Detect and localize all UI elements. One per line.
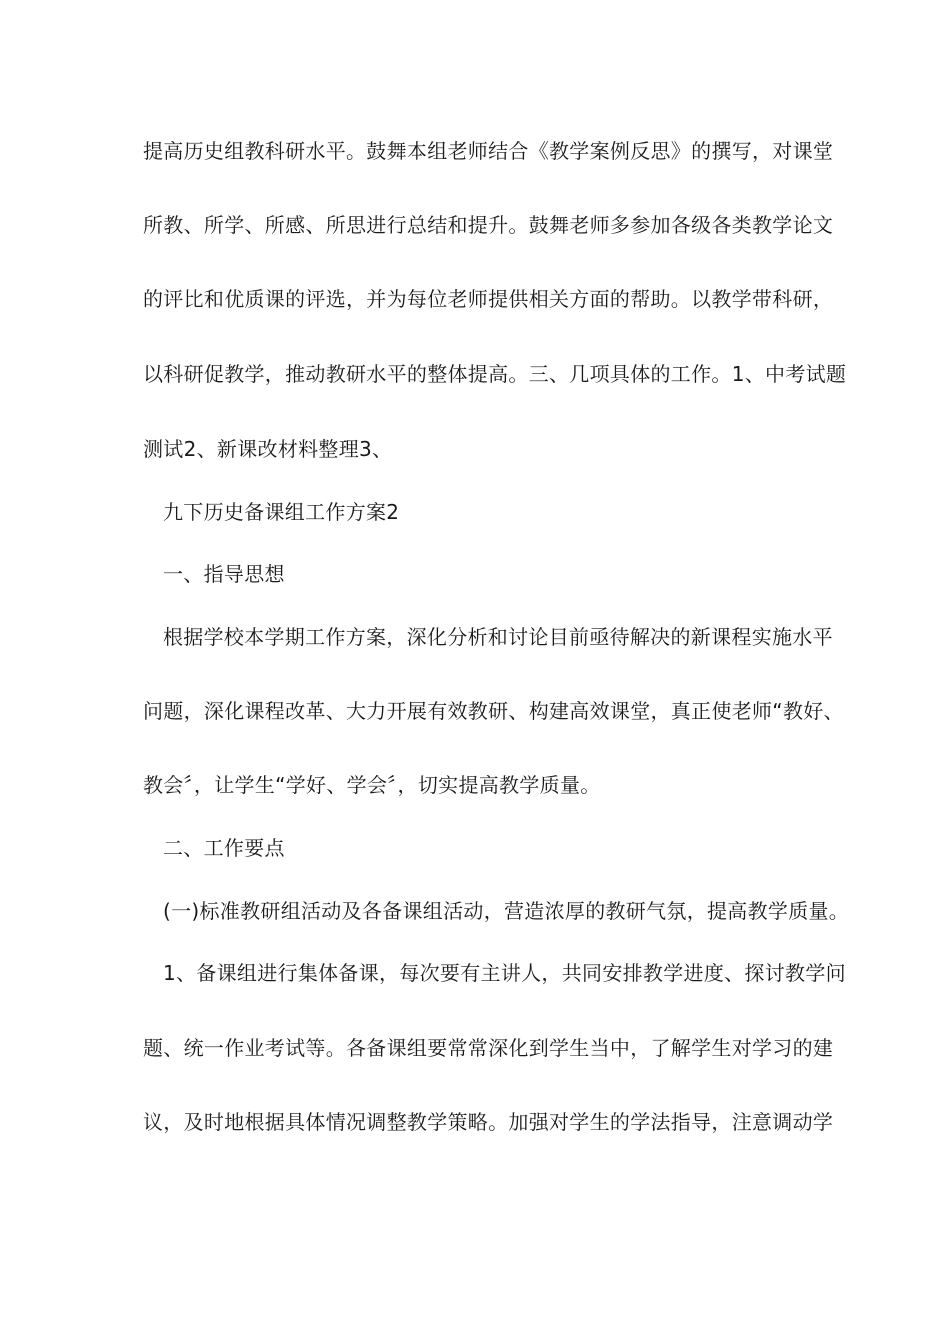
heading-work-points: 二、工作要点 (163, 836, 285, 860)
paragraph-line: 问题，深化课程改革、大力开展有效教研、构建高效课堂，真正使老师“教好、 (143, 699, 844, 723)
section-title: 九下历史备课组工作方案2 (163, 500, 400, 524)
paragraph-line: (一)标准教研组活动及各备课组活动，营造浓厚的教研气氛，提高教学质量。 (163, 899, 850, 923)
heading-guiding-thought: 一、指导思想 (163, 562, 285, 586)
paragraph-line: 根据学校本学期工作方案，深化分析和讨论目前亟待解决的新课程实施水平 (163, 625, 833, 649)
paragraph-line: 测试2、新课改材料整理3、 (143, 437, 393, 461)
paragraph-line: 1、备课组进行集体备课，每次要有主讲人，共同安排教学进度、探讨教学问 (163, 961, 846, 985)
paragraph-line: 所教、所学、所感、所思进行总结和提升。鼓舞老师多参加各级各类教学论文 (143, 213, 834, 237)
paragraph-line: 的评比和优质课的评选，并为每位老师提供相关方面的帮助。以教学带科研， (143, 287, 834, 311)
paragraph-line: 教会〞，让学生“学好、学会〞，切实提高教学质量。 (143, 773, 601, 797)
paragraph-line: 题、统一作业考试等。各备课组要常常深化到学生当中，了解学生对学习的建 (143, 1036, 834, 1060)
paragraph-line: 以科研促教学，推动教研水平的整体提高。三、几项具体的工作。1、中考试题 (143, 362, 847, 386)
paragraph-line: 提高历史组教科研水平。鼓舞本组老师结合《教学案例反思》的撰写，对课堂 (143, 139, 834, 163)
paragraph-line: 议，及时地根据具体情况调整教学策略。加强对学生的学法指导，注意调动学 (143, 1110, 834, 1134)
